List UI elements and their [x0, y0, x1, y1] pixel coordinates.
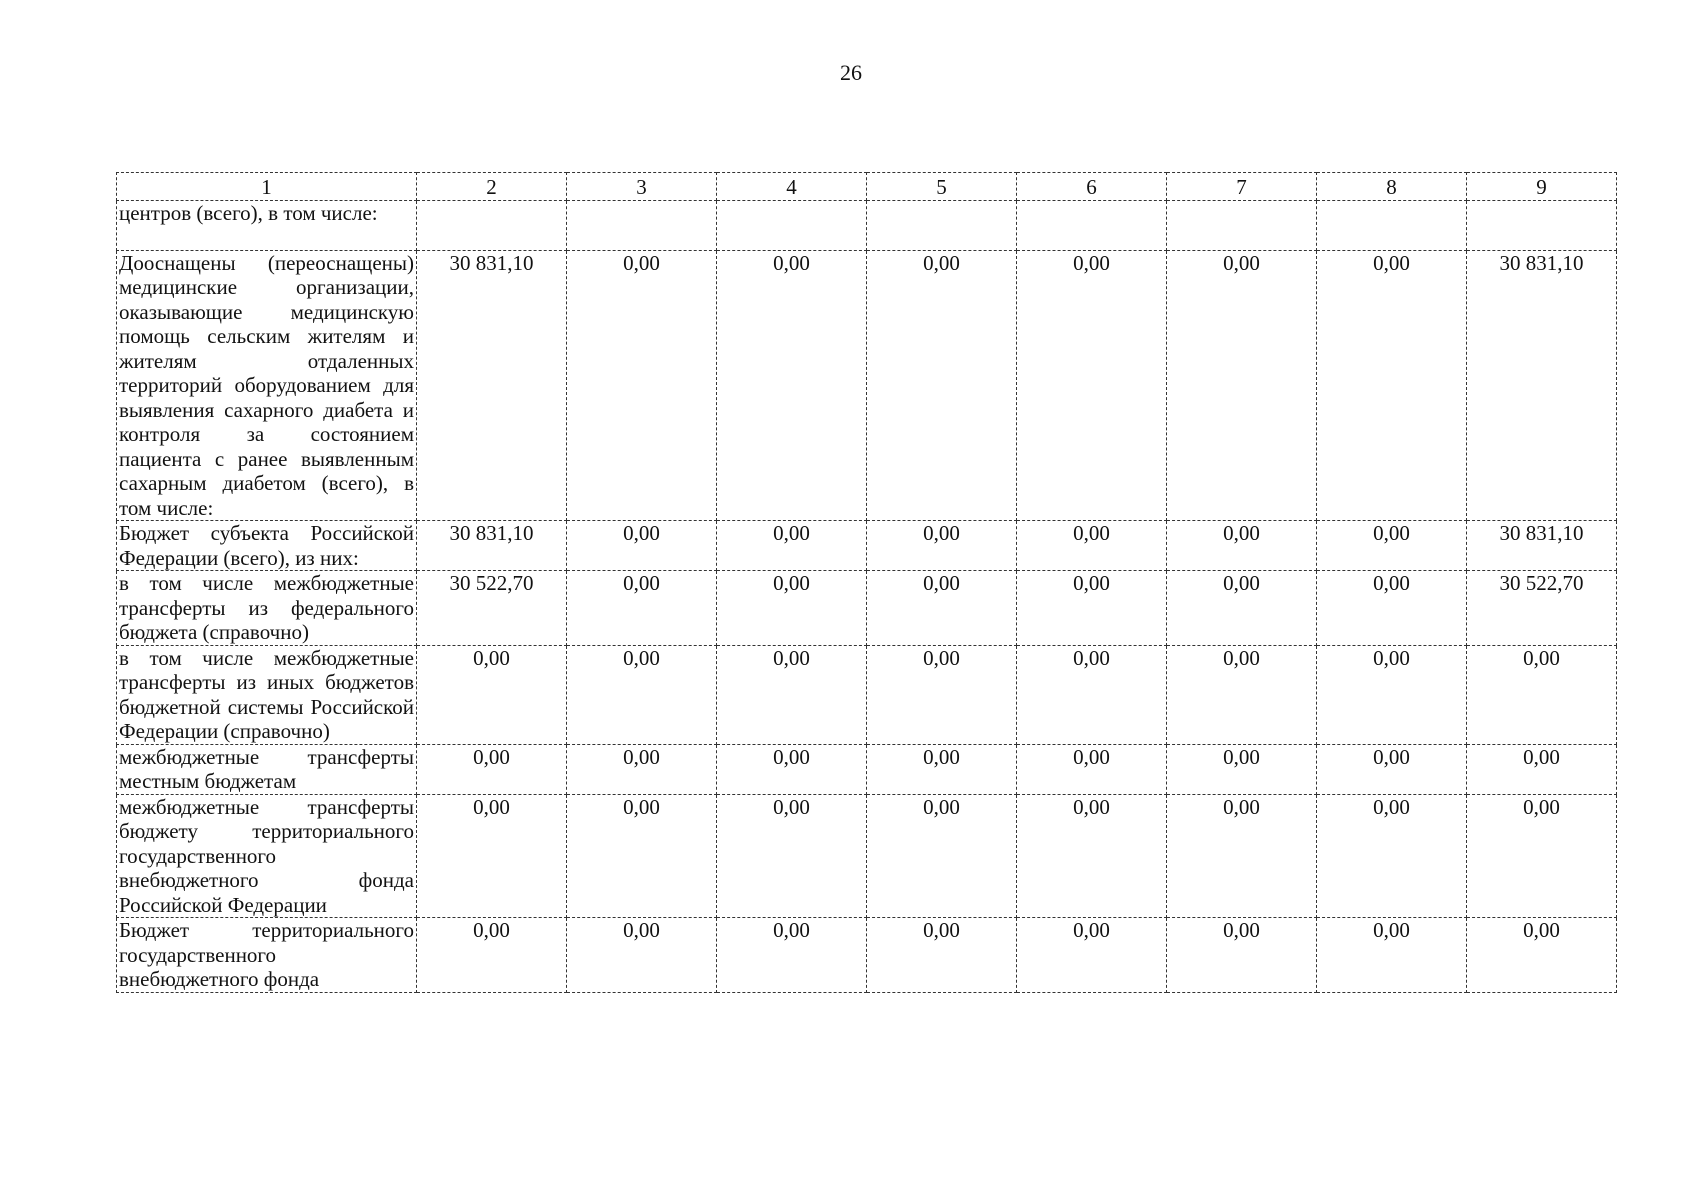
row-label: межбюджетные трансферты местным бюджетам	[117, 744, 417, 794]
table-cell: 0,00	[1167, 744, 1317, 794]
table-cell: 0,00	[1017, 918, 1167, 993]
table-cell: 30 522,70	[417, 571, 567, 646]
table-cell: 0,00	[567, 571, 717, 646]
column-header: 3	[567, 173, 717, 201]
table-cell: 0,00	[1317, 794, 1467, 918]
table-row	[117, 571, 1617, 646]
table-cell: 0,00	[867, 645, 1017, 744]
table-cell: 0,00	[717, 794, 867, 918]
table-cell: 0,00	[417, 794, 567, 918]
column-header: 2	[417, 173, 567, 201]
table-cell	[1317, 200, 1467, 250]
table-cell: 0,00	[417, 744, 567, 794]
table-cell: 0,00	[1167, 250, 1317, 521]
row-label: межбюджетные трансферты бюджету территориального государственного внебюджетного фонда Российской Федерации	[117, 794, 417, 918]
table-cell: 0,00	[1317, 645, 1467, 744]
column-header: 1	[117, 173, 417, 201]
row-label: Бюджет субъекта Российской Федерации (всего), из них:	[117, 521, 417, 571]
table-cell	[1017, 200, 1167, 250]
table-cell: 0,00	[1467, 645, 1617, 744]
table-cell: 0,00	[417, 918, 567, 993]
table-row	[117, 794, 1617, 918]
table-cell: 0,00	[567, 250, 717, 521]
table-cell: 0,00	[1017, 521, 1167, 571]
table-cell: 0,00	[867, 918, 1017, 993]
table-cell	[1467, 200, 1617, 250]
row-label: центров (всего), в том числе:	[117, 200, 417, 250]
table-cell: 0,00	[1017, 744, 1167, 794]
column-header: 4	[717, 173, 867, 201]
table-cell: 0,00	[567, 794, 717, 918]
table-cell: 0,00	[867, 744, 1017, 794]
column-header: 6	[1017, 173, 1167, 201]
table-cell: 0,00	[867, 571, 1017, 646]
table-cell: 0,00	[1317, 250, 1467, 521]
table-cell: 0,00	[1017, 645, 1167, 744]
table-cell	[567, 200, 717, 250]
table-cell: 0,00	[417, 645, 567, 744]
table-cell: 0,00	[1317, 521, 1467, 571]
table-cell: 0,00	[1167, 645, 1317, 744]
budget-table	[116, 172, 1617, 993]
table-cell: 0,00	[1167, 571, 1317, 646]
column-header: 8	[1317, 173, 1467, 201]
table-cell	[417, 200, 567, 250]
table-cell: 0,00	[1467, 918, 1617, 993]
table-row	[117, 200, 1617, 250]
table-cell: 0,00	[717, 250, 867, 521]
table-row	[117, 250, 1617, 521]
table-cell: 30 831,10	[1467, 521, 1617, 571]
table-cell: 0,00	[717, 521, 867, 571]
table-cell: 30 831,10	[1467, 250, 1617, 521]
table-cell: 0,00	[867, 794, 1017, 918]
row-label: Дооснащены (переоснащены) медицинские организации, оказывающие медицинскую помощь сельским жителям и жителям отдаленных территорий оборудованием для выявления сахарного диабета и контроля за состоянием пациента с ранее выявленным сахарным диабетом (всего), в том числе:	[117, 250, 417, 521]
table-cell: 0,00	[567, 521, 717, 571]
table-cell: 0,00	[1017, 794, 1167, 918]
table-cell: 0,00	[1167, 918, 1317, 993]
row-label: в том числе межбюджетные трансферты из федерального бюджета (справочно)	[117, 571, 417, 646]
table-cell: 0,00	[567, 918, 717, 993]
table-cell: 0,00	[1317, 571, 1467, 646]
table-cell: 0,00	[717, 571, 867, 646]
table-cell: 0,00	[1017, 571, 1167, 646]
table-cell: 0,00	[567, 744, 717, 794]
table-cell: 0,00	[717, 918, 867, 993]
table-cell: 0,00	[867, 521, 1017, 571]
column-header: 5	[867, 173, 1017, 201]
table-cell: 30 831,10	[417, 250, 567, 521]
table-row	[117, 521, 1617, 571]
column-header: 9	[1467, 173, 1617, 201]
table-cell: 0,00	[1317, 918, 1467, 993]
table-cell: 0,00	[717, 744, 867, 794]
table-row	[117, 645, 1617, 744]
column-header: 7	[1167, 173, 1317, 201]
table-cell: 0,00	[567, 645, 717, 744]
table-cell: 30 831,10	[417, 521, 567, 571]
table-cell	[717, 200, 867, 250]
table-cell	[867, 200, 1017, 250]
table-row	[117, 918, 1617, 993]
table-cell: 0,00	[717, 645, 867, 744]
table-cell: 30 522,70	[1467, 571, 1617, 646]
table-cell: 0,00	[1167, 794, 1317, 918]
page-number: 26	[840, 60, 862, 85]
table-cell: 0,00	[1167, 521, 1317, 571]
row-label: в том числе межбюджетные трансферты из иных бюджетов бюджетной системы Российской Федерации (справочно)	[117, 645, 417, 744]
table-cell: 0,00	[1467, 744, 1617, 794]
table-cell: 0,00	[1317, 744, 1467, 794]
header-row	[117, 173, 1617, 201]
table-cell: 0,00	[1467, 794, 1617, 918]
table-cell: 0,00	[1017, 250, 1167, 521]
table-row	[117, 744, 1617, 794]
table-cell: 0,00	[867, 250, 1017, 521]
row-label: Бюджет территориального государственного внебюджетного фонда	[117, 918, 417, 993]
table-cell	[1167, 200, 1317, 250]
